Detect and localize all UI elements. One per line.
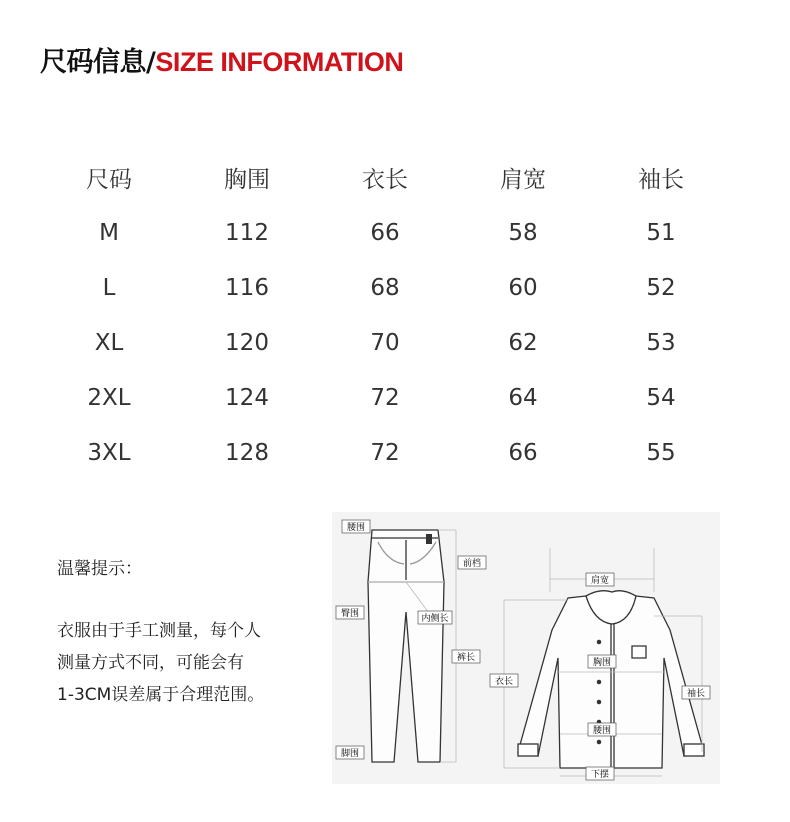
shirt-label-sleeve xyxy=(682,686,710,699)
pants-label-inseam xyxy=(418,611,452,624)
tips-line: 测量方式不同，可能会有 xyxy=(57,653,244,673)
title-en: SIZE INFORMATION xyxy=(155,47,404,77)
page-title xyxy=(40,40,403,79)
label-text: 肩宽 xyxy=(590,576,610,586)
table-row xyxy=(40,425,730,480)
cell-chest: 124 xyxy=(225,384,269,411)
header-size: 尺码 xyxy=(86,167,132,193)
shirt-label-waist xyxy=(588,723,616,736)
cell-length: 72 xyxy=(370,384,400,411)
table-row xyxy=(40,205,730,260)
pants-label-hip xyxy=(336,606,364,619)
cell-length: 68 xyxy=(370,274,400,301)
label-text: 衣长 xyxy=(494,677,514,687)
cell-chest: 112 xyxy=(225,219,269,246)
measurement-diagram xyxy=(332,512,720,784)
cell-sleeve: 52 xyxy=(646,274,676,301)
shirt-label-hem xyxy=(586,767,614,780)
cell-size: 3XL xyxy=(87,439,131,466)
header-sleeve: 袖长 xyxy=(638,167,684,193)
label-text: 胸围 xyxy=(592,658,612,668)
measurement-illustration xyxy=(332,512,720,784)
pants-label-front-rise xyxy=(458,556,486,569)
pants-label-length xyxy=(452,650,480,663)
cell-shoulder: 60 xyxy=(508,274,538,301)
cell-size: XL xyxy=(94,329,124,356)
cell-length: 70 xyxy=(370,329,400,356)
table-row xyxy=(40,260,730,315)
cell-size: L xyxy=(102,274,116,301)
cell-shoulder: 66 xyxy=(508,439,538,466)
tips-line: 1-3CM误差属于合理范围。 xyxy=(57,685,265,705)
cell-chest: 128 xyxy=(225,439,269,466)
tips-heading: 温馨提示： xyxy=(57,559,142,579)
label-text: 前档 xyxy=(462,559,482,569)
shirt-label-shoulder xyxy=(586,573,614,586)
cell-sleeve: 54 xyxy=(646,384,676,411)
cell-shoulder: 58 xyxy=(508,219,538,246)
cell-length: 66 xyxy=(370,219,400,246)
cell-shoulder: 62 xyxy=(508,329,538,356)
header-length: 衣长 xyxy=(362,167,408,193)
pants-label-hem xyxy=(336,746,364,759)
label-text: 袖长 xyxy=(686,689,706,699)
table-row xyxy=(40,315,730,370)
header-shoulder: 肩宽 xyxy=(500,167,546,193)
label-text: 下摆 xyxy=(590,770,610,780)
tips-block xyxy=(57,553,264,711)
title-zh: 尺码信息/ xyxy=(40,47,156,78)
label-text: 裤长 xyxy=(456,653,476,663)
label-text: 脚围 xyxy=(340,749,360,759)
table-row xyxy=(40,370,730,425)
cell-chest: 120 xyxy=(225,329,269,356)
header-chest: 胸围 xyxy=(224,167,270,193)
cell-sleeve: 55 xyxy=(646,439,676,466)
cell-sleeve: 51 xyxy=(646,219,676,246)
table-header-row xyxy=(40,150,730,205)
label-text: 臀围 xyxy=(340,609,360,619)
cell-sleeve: 53 xyxy=(646,329,676,356)
label-text: 内侧长 xyxy=(421,614,449,624)
cell-size: 2XL xyxy=(87,384,131,411)
cell-length: 72 xyxy=(370,439,400,466)
cell-shoulder: 64 xyxy=(508,384,538,411)
label-text: 腰围 xyxy=(346,523,366,533)
cell-size: M xyxy=(99,219,119,246)
cell-chest: 116 xyxy=(225,274,269,301)
tips-line: 衣服由于手工测量，每个人 xyxy=(57,621,261,641)
label-text: 腰围 xyxy=(592,726,612,736)
shirt-label-chest xyxy=(588,655,616,668)
size-table xyxy=(40,150,730,480)
shirt-label-length xyxy=(490,674,518,687)
pants-label-waist xyxy=(342,520,370,533)
